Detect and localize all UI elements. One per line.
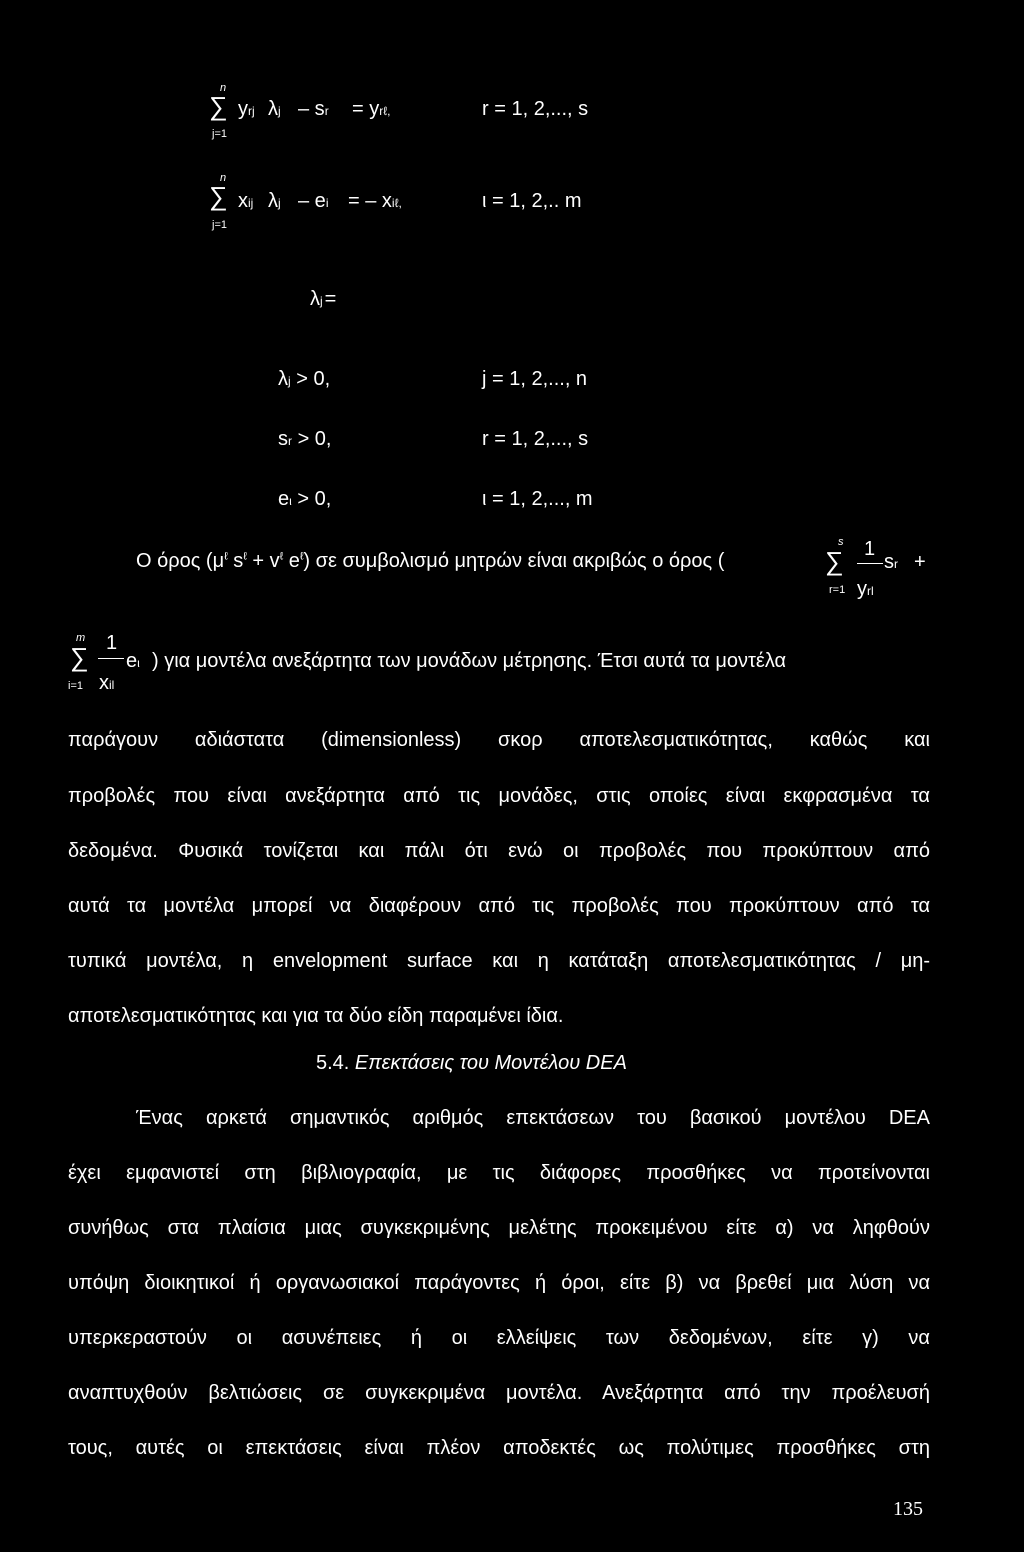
section-line: έχει εμφανιστεί στη βιβλιογραφία, με τις διάφορες προσθήκες να προτείνονται <box>68 1162 930 1184</box>
constraint-e-left: eι > 0, <box>278 488 332 510</box>
eq1-rest: – sr <box>298 98 329 120</box>
section-heading <box>316 1052 627 1075</box>
paragraph-line: δεδομένα. Φυσικά τονίζεται και πάλι ότι ενώ οι προβολές που προκύπτουν από <box>68 840 930 862</box>
fraction-denominator: yrl <box>857 578 874 600</box>
constraint-s-range: r = 1, 2,..., s <box>482 428 589 450</box>
intro-line-1-text: Ο όρος ($\mu^\ell$ $s^\ell + v^\ell$ $e^\ell$) σε συμβολισμό μητρών είναι ακριβώς ο όρος ( <box>136 550 725 572</box>
constraint-e-range: ι = 1, 2,..., m <box>482 488 593 510</box>
section-line: Ένας αρκετά σημαντικός αριθμός επεκτάσεων του βασικού μοντέλου DEA <box>136 1107 930 1129</box>
constraint-lambda-left: λj > 0, <box>278 368 331 390</box>
eq2-lambda: λj <box>268 190 281 212</box>
sum-upper-limit: n <box>220 82 227 94</box>
sigma-symbol: ∑ <box>70 642 89 672</box>
constraint-s-left: sr > 0, <box>278 428 332 450</box>
fraction-denominator: xil <box>99 672 115 694</box>
sum-lower-limit: r=1 <box>829 584 846 596</box>
sum-upper-limit: m <box>76 632 86 644</box>
eq1-lhs: yrj <box>238 98 255 120</box>
eq2-rest: – ei <box>298 190 329 212</box>
paragraph-line: προβολές που είναι ανεξάρτητα από τις μονάδες, στις οποίες είναι εκφρασμένα τα <box>68 785 930 807</box>
constraint-lambda-range: j = 1, 2,..., n <box>482 368 588 390</box>
paragraph-line: παράγουν αδιάστατα (dimensionless) σκορ αποτελεσματικότητας, καθώς και <box>68 729 930 751</box>
sigma-symbol: ∑ <box>209 91 228 121</box>
section-title: Επεκτάσεις του Μοντέλου DEA <box>354 1052 627 1074</box>
term-s: sr <box>884 551 898 573</box>
eq2-lhs: xij <box>238 190 254 212</box>
section-number: 5.4. <box>316 1052 350 1074</box>
eq1-lambda: λj <box>268 98 281 120</box>
section-line: υπερκεραστούν οι ασυνέπειες ή οι ελλείψεις των δεδομένων, είτε γ) να <box>68 1327 930 1349</box>
term-e: eι <box>126 650 140 672</box>
sum-upper-limit: s <box>838 536 844 548</box>
sigma-symbol: ∑ <box>209 181 228 211</box>
section-line: υπόψη διοικητικοί ή οργανωσιακοί παράγοντες ή όροι, είτε β) να βρεθεί μια λύση να <box>68 1272 930 1294</box>
paragraph-line: αυτά τα μοντέλα μπορεί να διαφέρουν από τις προβολές που προκύπτουν από τα <box>68 895 930 917</box>
page-number: 135 <box>893 1498 923 1520</box>
paragraph-line: αποτελεσματικότητας και για τα δύο είδη παραμένει ίδια. <box>68 1005 564 1027</box>
fraction-numerator: 1 <box>106 632 118 654</box>
fraction-bar <box>857 563 883 564</box>
sum-lower-limit: j=1 <box>212 128 227 140</box>
section-line: συνήθως στα πλαίσια μιας συγκεκριμένης μελέτης προκειμένου είτε α) να ληφθούν <box>68 1217 930 1239</box>
fraction-numerator: 1 <box>864 538 876 560</box>
sum-lower-limit: j=1 <box>212 219 227 231</box>
eq1-rhs: = yrℓ, <box>352 98 391 120</box>
plus-sign: + <box>914 551 926 573</box>
intro-line-2-text: ) για μοντέλα ανεξάρτητα των μονάδων μέτρησης. Έτσι αυτά τα μοντέλα <box>152 650 787 672</box>
eq2-rhs: = – xiℓ, <box>348 190 402 212</box>
eq2-range: ι = 1, 2,.. m <box>482 190 582 212</box>
section-line: αναπτυχθούν βελτιώσεις σε συγκεκριμένα μοντέλα. Ανεξάρτητα από την προέλευσή <box>68 1382 930 1404</box>
sum-lower-limit: i=1 <box>68 680 83 692</box>
section-line: τους, αυτές οι επεκτάσεις είναι πλέον αποδεκτές ως πολύτιμες προσθήκες στη <box>68 1437 930 1459</box>
paragraph-line: τυπικά μοντέλα, η envelopment surface και η κατάταξη αποτελεσματικότητας / μη- <box>68 950 930 972</box>
sum-upper-limit: n <box>220 172 227 184</box>
fraction-bar <box>98 658 124 659</box>
equation-3: λj = <box>310 288 337 310</box>
sigma-symbol: ∑ <box>825 546 844 576</box>
eq1-range: r = 1, 2,..., s <box>482 98 589 120</box>
